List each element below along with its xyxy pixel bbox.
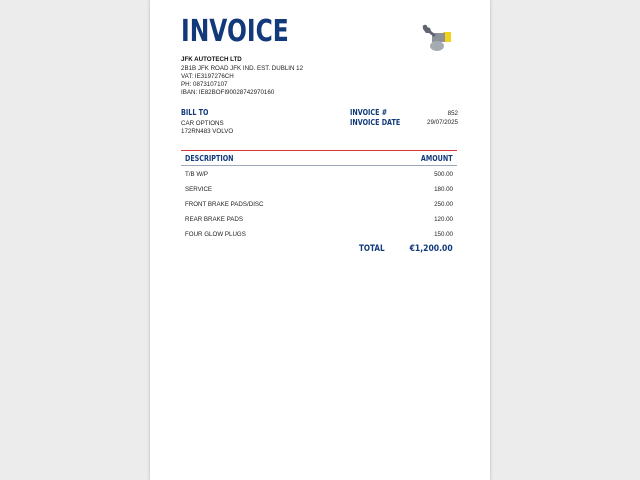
row-description: FOUR GLOW PLUGS [185,231,246,238]
invoice-date: 29/07/2025 [427,119,458,126]
company-phone: PH: 0873107107 [181,81,228,88]
row-amount: 250.00 [434,201,453,208]
row-description: REAR BRAKE PADS [185,216,243,223]
row-amount: 150.00 [434,231,453,238]
header-divider [181,150,457,151]
invoice-date-label: INVOICE DATE [350,118,401,127]
row-amount: 120.00 [434,216,453,223]
invoice-title: INVOICE [181,14,289,49]
bill-to-label: BILL TO [181,108,209,117]
description-header: DESCRIPTION [185,154,234,163]
invoice-number-label: INVOICE # [350,108,388,117]
invoice-number: 852 [447,110,458,117]
amount-header: AMOUNT [421,154,453,163]
wrench-piston-logo-icon [420,22,456,54]
company-iban: IBAN: IE82BOFI90028742970160 [181,89,275,96]
bill-to-vehicle: 172RN483 VOLVO [181,128,234,135]
row-amount: 500.00 [434,171,453,178]
company-name: JFK AUTOTECH LTD [181,56,242,63]
company-address: 2B1B JFK ROAD JFK IND. EST. DUBLIN 12 [181,65,304,72]
row-description: FRONT BRAKE PADS/DISC [185,201,264,208]
total-label: TOTAL [359,244,385,254]
company-vat: VAT: IE3197276CH [181,73,234,80]
total-amount: €1,200.00 [409,244,453,254]
invoice-page [150,0,490,480]
table-header-divider [181,165,457,166]
row-amount: 180.00 [434,186,453,193]
row-description: SERVICE [185,186,213,193]
row-description: T/B W/P [185,171,209,178]
bill-to-name: CAR OPTIONS [181,120,224,127]
